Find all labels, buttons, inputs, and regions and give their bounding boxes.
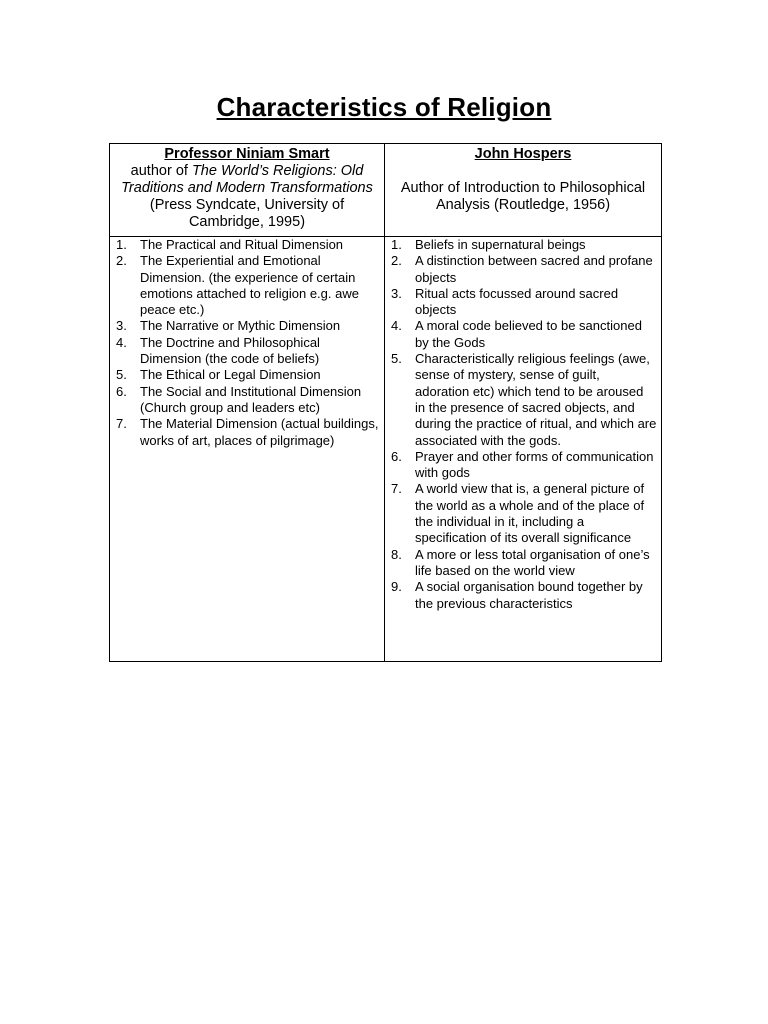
list-item-text: A moral code believed to be sanctioned by the Gods bbox=[415, 318, 642, 350]
comparison-table bbox=[109, 143, 662, 662]
list-item bbox=[116, 253, 380, 318]
list-item-number: 8. bbox=[391, 546, 402, 562]
list-item bbox=[391, 318, 657, 351]
hospers-author-name: John Hospers bbox=[474, 146, 572, 162]
list-item-text: The Doctrine and Philosophical Dimension (the code of beliefs) bbox=[140, 334, 320, 367]
smart-author-name: Professor Niniam Smart bbox=[164, 146, 330, 162]
list-item-text: The Practical and Ritual Dimension bbox=[140, 237, 344, 252]
list-item-number: 6. bbox=[116, 383, 127, 399]
list-item-text: A world view that is, a general picture of the world as a whole and of the place of the individual in it, including a specification of its overall significance bbox=[415, 481, 645, 546]
list-item bbox=[391, 547, 657, 580]
hospers-header-cell bbox=[385, 144, 662, 237]
list-item bbox=[116, 335, 380, 368]
list-row bbox=[110, 237, 662, 662]
hospers-characteristics-list bbox=[385, 237, 661, 612]
list-item-number: 2. bbox=[116, 253, 127, 269]
list-item-number: 7. bbox=[116, 416, 127, 432]
list-item-number: 2. bbox=[391, 253, 402, 269]
list-item bbox=[116, 384, 380, 417]
hospers-list-cell bbox=[385, 237, 662, 662]
smart-desc-suffix: (Press Syndcate, University of Cambridge, 1995) bbox=[149, 197, 345, 230]
list-item-text: Characteristically religious feelings (awe, sense of mystery, sense of guilt, adoration etc) which tend to be aroused in the presence of sacred objects, and during the practice of ritual, and which are associated with the gods. bbox=[415, 351, 657, 448]
smart-book-title: The World’s Religions: Old Traditions and Modern Transformations bbox=[121, 163, 373, 196]
list-item bbox=[391, 286, 657, 319]
list-item-number: 1. bbox=[391, 237, 402, 252]
list-item-text: The Experiential and Emotional Dimension. (the experience of certain emotions attached to religion e.g. awe peace etc.) bbox=[140, 253, 359, 318]
smart-desc-prefix: author of bbox=[130, 163, 192, 179]
list-item-number: 5. bbox=[391, 351, 402, 367]
list-item-text: A distinction between sacred and profane objects bbox=[415, 253, 653, 285]
list-item-text: The Ethical or Legal Dimension bbox=[140, 367, 321, 383]
list-item bbox=[116, 367, 380, 383]
list-item-number: 3. bbox=[116, 318, 127, 334]
list-item-number: 1. bbox=[116, 237, 127, 252]
list-item-text: The Material Dimension (actual buildings, works of art, places of pilgrimage) bbox=[140, 416, 379, 448]
list-item-text: A more or less total organisation of one’s life based on the world view bbox=[415, 546, 650, 578]
smart-list-cell bbox=[110, 237, 385, 662]
smart-header-cell bbox=[110, 144, 385, 237]
list-item-number: 9. bbox=[391, 579, 402, 595]
list-item-number: 3. bbox=[391, 285, 402, 301]
list-item-number: 6. bbox=[391, 448, 402, 464]
list-item-number: 7. bbox=[391, 481, 402, 497]
list-item-number: 5. bbox=[116, 367, 127, 383]
list-item-text: Ritual acts focussed around sacred objects bbox=[415, 285, 619, 318]
list-item-text: The Narrative or Mythic Dimension bbox=[140, 318, 341, 334]
list-item bbox=[391, 481, 657, 546]
list-item-text: Prayer and other forms of communication with gods bbox=[415, 448, 654, 481]
list-item bbox=[391, 351, 657, 449]
page-title: Characteristics of Religion bbox=[216, 92, 552, 122]
list-item bbox=[391, 449, 657, 482]
list-item bbox=[116, 318, 380, 334]
list-item-text: Beliefs in supernatural beings bbox=[415, 237, 586, 252]
list-item bbox=[391, 253, 657, 286]
list-item bbox=[391, 579, 657, 612]
list-item bbox=[391, 237, 657, 253]
list-item bbox=[116, 237, 380, 253]
list-item-number: 4. bbox=[391, 318, 402, 334]
hospers-author-description: Author of Introduction to Philosophical Analysis (Routledge, 1956) bbox=[400, 180, 646, 213]
list-item-text: A social organisation bound together by the previous characteristics bbox=[415, 579, 643, 611]
list-item-number: 4. bbox=[116, 334, 127, 350]
list-item bbox=[116, 416, 380, 449]
list-item-text: The Social and Institutional Dimension (Church group and leaders etc) bbox=[140, 383, 362, 415]
smart-author-description bbox=[110, 163, 384, 231]
header-row bbox=[110, 144, 662, 237]
smart-dimensions-list bbox=[110, 237, 384, 449]
